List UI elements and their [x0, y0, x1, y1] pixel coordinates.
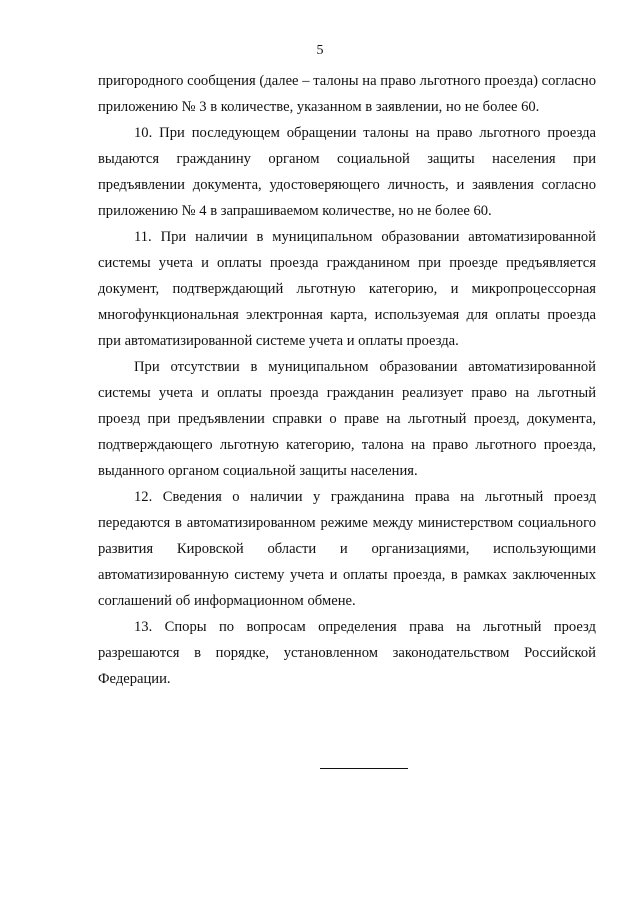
paragraph-item-12: 12. Сведения о наличии у гражданина права на льготный проезд передаются в автоматизированном режиме между министерством социального развития Кировской области и организациями, использующими автоматизированную систему учета и оплаты проезда, в рамках заключенных соглашений об информационном обмене.	[98, 489, 596, 609]
document-body	[98, 68, 596, 692]
paragraph-continued: пригородного сообщения (далее – талоны на право льготного проезда) согласно приложению № 3 в количестве, указанном в заявлении, но не более 60.	[98, 73, 596, 115]
end-of-document-rule	[320, 768, 408, 769]
paragraph-item-11-continued: При отсутствии в муниципальном образовании автоматизированной системы учета и оплаты проезда гражданин реализует право на льготный проезд при предъявлении справки о праве на льготный проезд, документа, подтверждающего льготную категорию, талона на право льготного проезда, выданного органом социальной защиты населения.	[98, 359, 596, 479]
paragraph-item-10: 10. При последующем обращении талоны на право льготного проезда выдаются гражданину органом социальной защиты населения при предъявлении документа, удостоверяющего личность, и заявления согласно приложению № 4 в запрашиваемом количестве, но не более 60.	[98, 125, 596, 219]
paragraph-item-11: 11. При наличии в муниципальном образовании автоматизированной системы учета и оплаты проезда гражданином при проезде предъявляется документ, подтверждающий льготную категорию, и микропроцессорная многофункциональная электронная карта, используемая для оплаты проезда при автоматизированной системе учета и оплаты проезда.	[98, 229, 596, 349]
page-number: 5	[316, 43, 324, 58]
paragraph-item-13: 13. Споры по вопросам определения права на льготный проезд разрешаются в порядке, установленном законодательством Российской Федерации.	[98, 619, 596, 687]
